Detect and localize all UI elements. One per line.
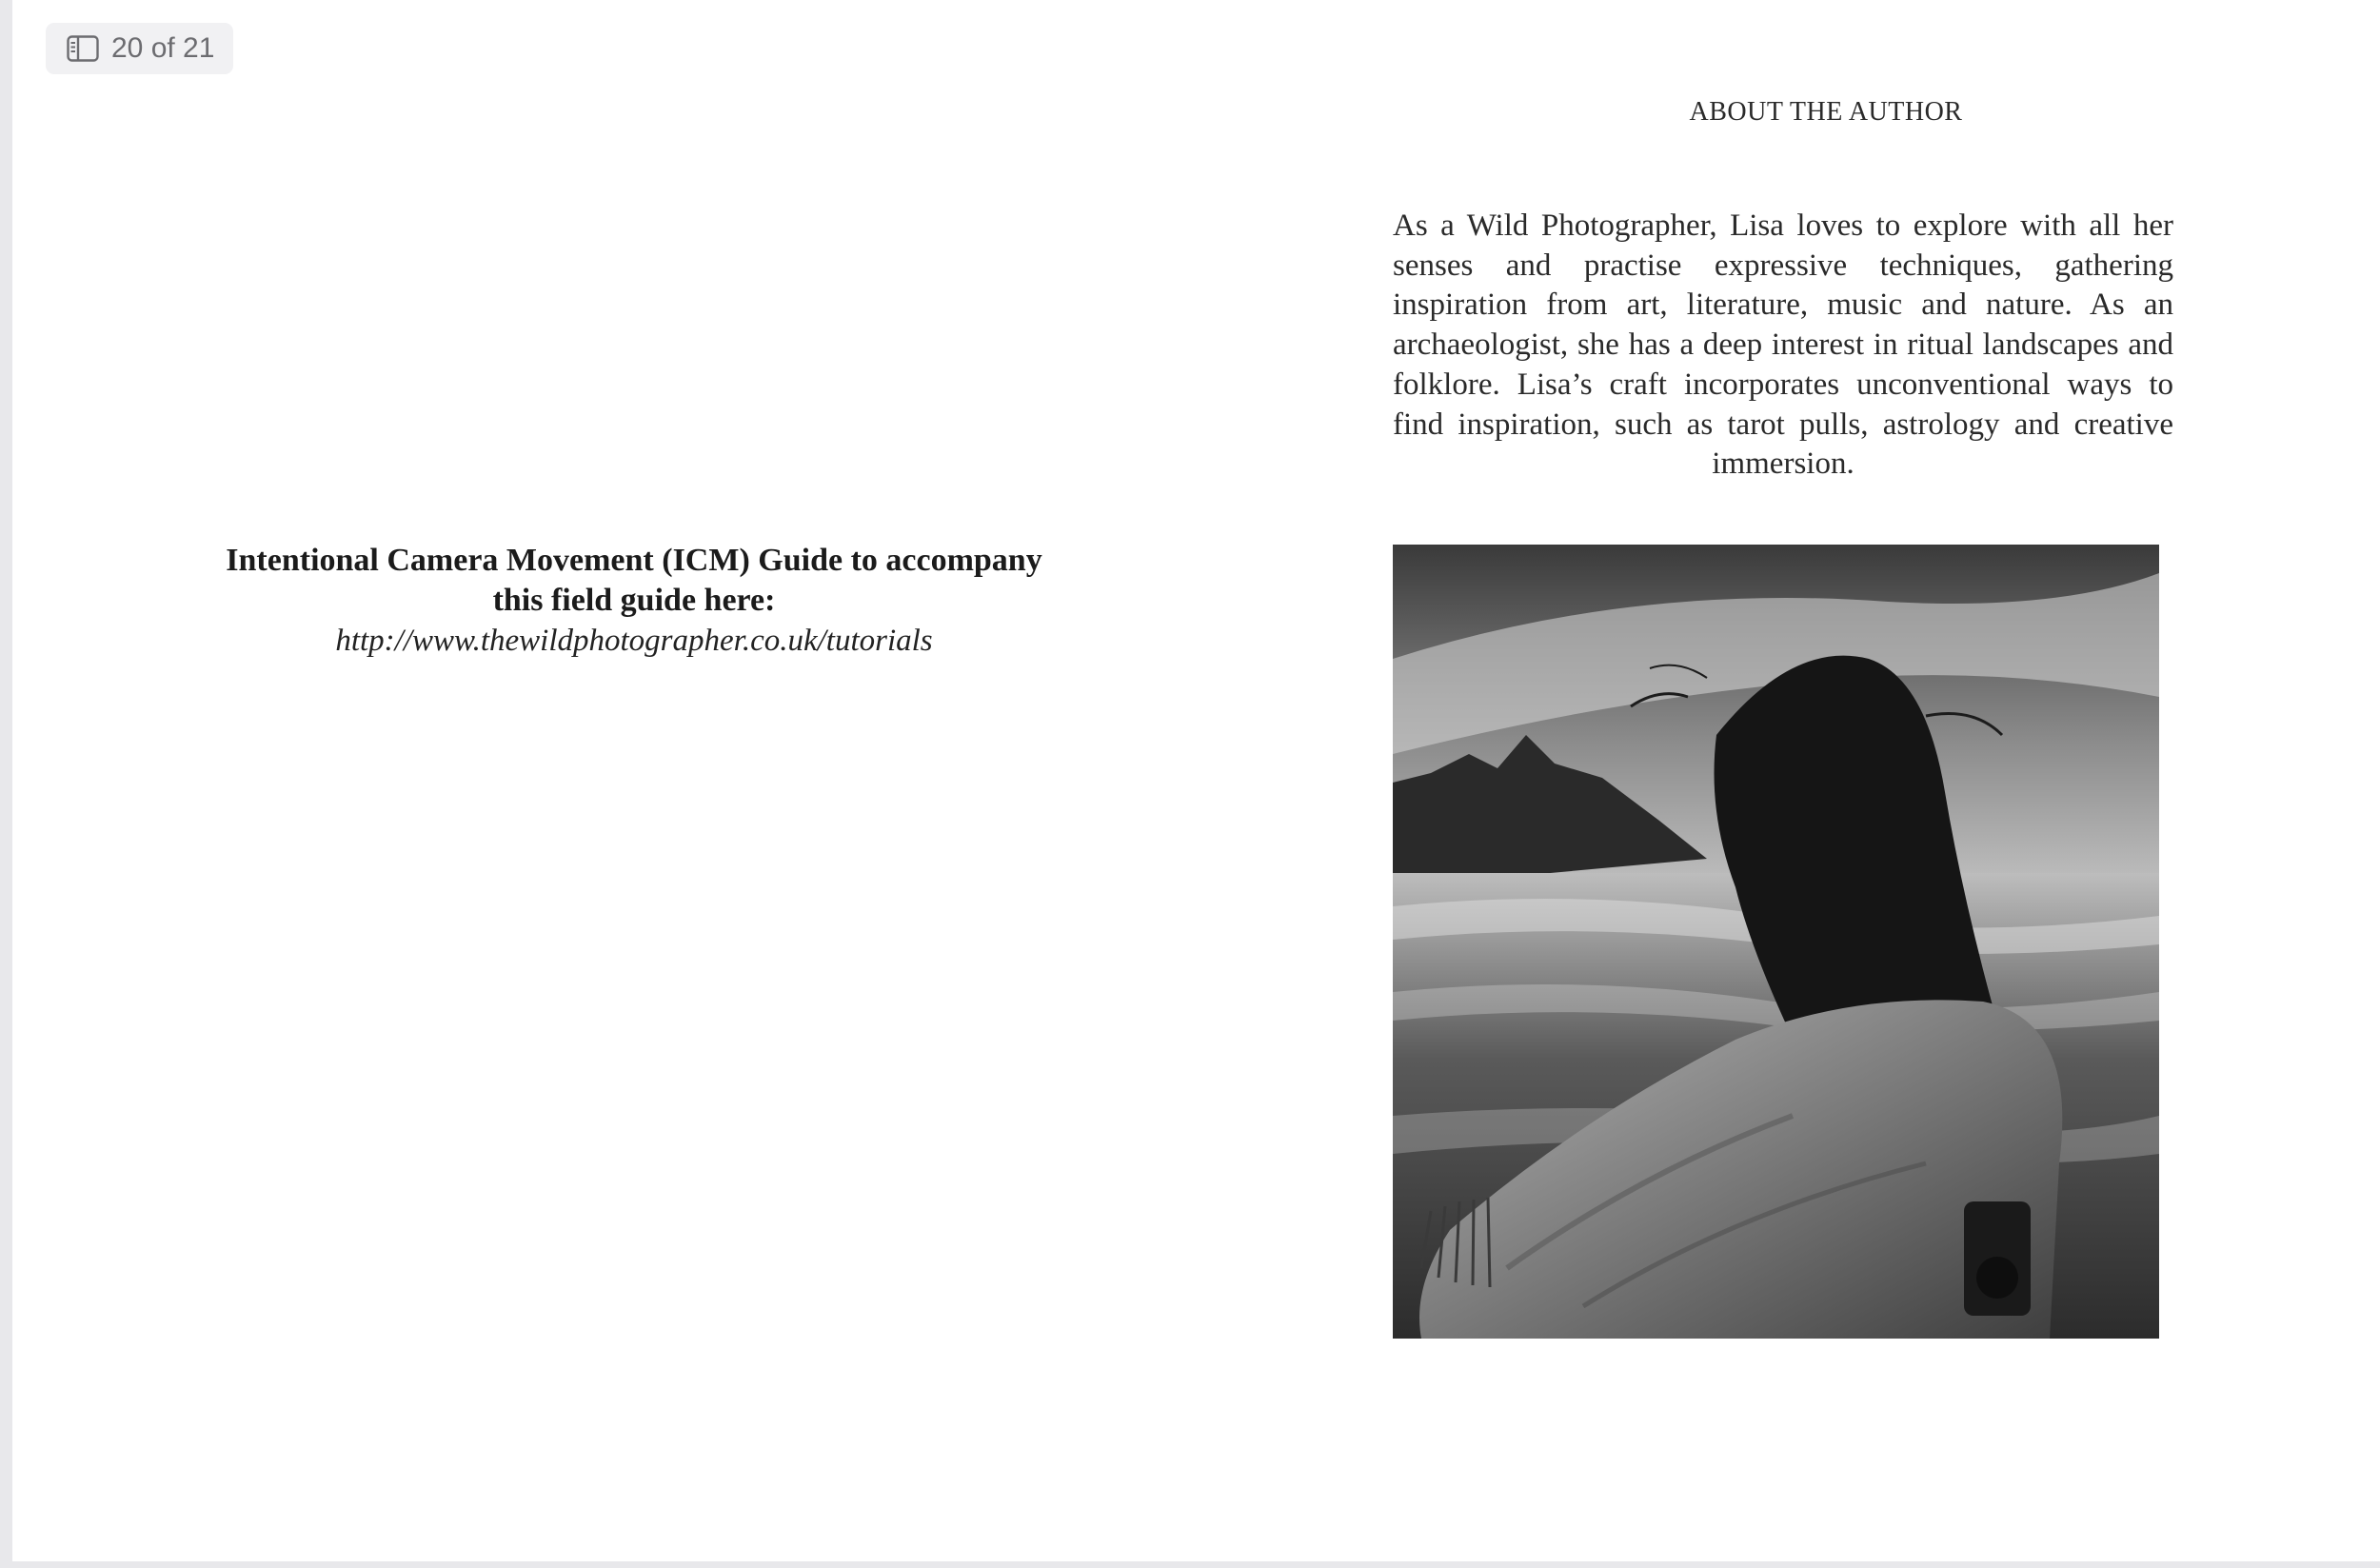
right-page	[1226, 0, 2380, 1561]
guide-link[interactable]: http://www.thewildphotographer.co.uk/tutorials	[335, 624, 933, 658]
icm-guide-note	[215, 541, 1053, 661]
author-photo	[1393, 545, 2159, 1339]
guide-title-line2: this field guide here:	[492, 583, 776, 618]
left-page	[25, 0, 1224, 1561]
author-bio: As a Wild Photographer, Lisa loves to explore with all her senses and practise expressive techniques, gathering inspiration from art, literature, music and nature. As an archaeologist, she has a deep interest in ritual landscapes and folklore. Lisa’s craft incorporates unconventional ways to find inspiration, such as tarot pulls, astrology and creative immersion.	[1393, 208, 2173, 482]
about-heading: ABOUT THE AUTHOR	[1689, 97, 1963, 127]
page-indicator-label: 20 of 21	[111, 32, 215, 64]
page-spread[interactable]	[12, 0, 2380, 1561]
guide-title-line1: Intentional Camera Movement (ICM) Guide to accompany	[226, 543, 1042, 578]
